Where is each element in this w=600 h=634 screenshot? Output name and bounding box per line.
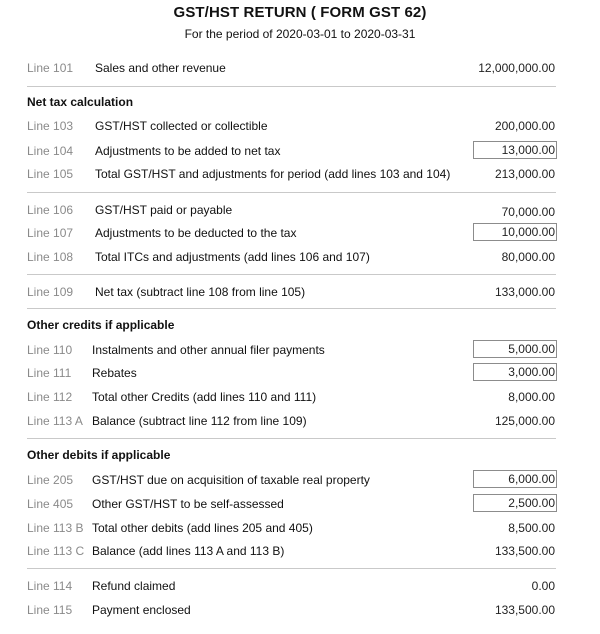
divider: [27, 308, 556, 309]
line-number: Line 104: [27, 144, 74, 158]
divider: [27, 568, 556, 569]
line-number: Line 114: [27, 579, 73, 593]
line-description: Total other debits (add lines 205 and 405): [92, 521, 313, 535]
line-description: Adjustments to be added to net tax: [95, 144, 281, 158]
line-number: Line 115: [27, 603, 73, 617]
divider: [27, 274, 556, 275]
line-110-amount-input[interactable]: [473, 340, 557, 358]
line-amount: 8,000.00: [508, 390, 555, 404]
line-104-row: [0, 141, 600, 161]
form-period: For the period of 2020-03-01 to 2020-03-31: [184, 27, 416, 41]
line-description: Balance (add lines 113 A and 113 B): [92, 544, 285, 558]
line-115-row: [0, 600, 600, 620]
line-number: Line 109: [27, 285, 74, 299]
divider: [27, 192, 556, 193]
line-number: Line 405: [27, 497, 74, 511]
section-heading-net-tax: Net tax calculation: [27, 95, 134, 109]
line-110-row: [0, 340, 600, 360]
line-number: Line 111: [27, 366, 72, 380]
line-405-row: [0, 494, 600, 514]
line-description: Refund claimed: [92, 579, 176, 593]
line-description: Instalments and other annual filer payments: [92, 343, 325, 357]
line-description: GST/HST due on acquisition of taxable real property: [92, 473, 370, 487]
line-111-row: [0, 363, 600, 383]
line-number: Line 113 C: [27, 544, 85, 558]
line-description: GST/HST paid or payable: [95, 203, 233, 217]
line-113b-row: [0, 518, 600, 538]
line-107-row: [0, 223, 600, 243]
line-number: Line 101: [27, 61, 74, 75]
line-amount: 133,500.00: [494, 603, 555, 617]
line-amount: 133,500.00: [494, 544, 555, 558]
line-description: Total GST/HST and adjustments for period (add lines 103 and 104): [95, 167, 451, 181]
line-description: Total ITCs and adjustments (add lines 106 and 107): [95, 250, 370, 264]
line-405-amount-input[interactable]: [473, 494, 557, 512]
section-heading-other-credits: Other credits if applicable: [27, 318, 175, 332]
line-number: Line 106: [27, 203, 74, 217]
line-number: Line 113 A: [27, 414, 83, 428]
line-description: Rebates: [92, 366, 137, 380]
line-114-row: [0, 576, 600, 596]
line-amount: 200,000.00: [494, 119, 555, 133]
line-103-row: [0, 116, 600, 136]
line-112-row: [0, 387, 600, 407]
line-description: Balance (subtract line 112 from line 109): [92, 414, 307, 428]
line-107-amount-input[interactable]: [473, 223, 557, 241]
line-description: Total other Credits (add lines 110 and 111): [92, 390, 317, 404]
line-amount: 80,000.00: [501, 250, 555, 264]
line-113a-row: [0, 411, 600, 431]
line-number: Line 103: [27, 119, 74, 133]
line-amount: 12,000,000.00: [478, 61, 555, 75]
line-104-amount-input[interactable]: [473, 141, 557, 159]
divider: [27, 86, 556, 87]
line-number: Line 110: [27, 343, 73, 357]
line-amount: 8,500.00: [508, 521, 555, 535]
line-205-row: [0, 470, 600, 490]
line-109-row: [0, 282, 600, 302]
line-amount: 0.00: [531, 579, 555, 593]
line-105-row: [0, 164, 600, 184]
line-number: Line 108: [27, 250, 74, 264]
line-number: Line 105: [27, 167, 74, 181]
line-amount: 133,000.00: [494, 285, 555, 299]
line-number: Line 112: [27, 390, 73, 404]
line-number: Line 113 B: [27, 521, 84, 535]
line-amount: 70,000.00: [501, 205, 555, 219]
line-113c-row: [0, 541, 600, 561]
line-description: Payment enclosed: [92, 603, 191, 617]
line-number: Line 107: [27, 226, 74, 240]
line-108-row: [0, 247, 600, 267]
line-description: Other GST/HST to be self-assessed: [92, 497, 284, 511]
line-description: Net tax (subtract line 108 from line 105): [95, 285, 306, 299]
divider: [27, 438, 556, 439]
form-title: GST/HST RETURN ( FORM GST 62): [173, 4, 427, 21]
line-106-row: [0, 200, 600, 220]
line-amount: 125,000.00: [494, 414, 555, 428]
line-101-row: [0, 58, 600, 78]
line-description: GST/HST collected or collectible: [95, 119, 268, 133]
line-number: Line 205: [27, 473, 74, 487]
line-description: Adjustments to be deducted to the tax: [95, 226, 297, 240]
line-amount: 213,000.00: [494, 167, 555, 181]
section-heading-other-debits: Other debits if applicable: [27, 448, 171, 462]
line-205-amount-input[interactable]: [473, 470, 557, 488]
line-description: Sales and other revenue: [95, 61, 226, 75]
line-111-amount-input[interactable]: [473, 363, 557, 381]
